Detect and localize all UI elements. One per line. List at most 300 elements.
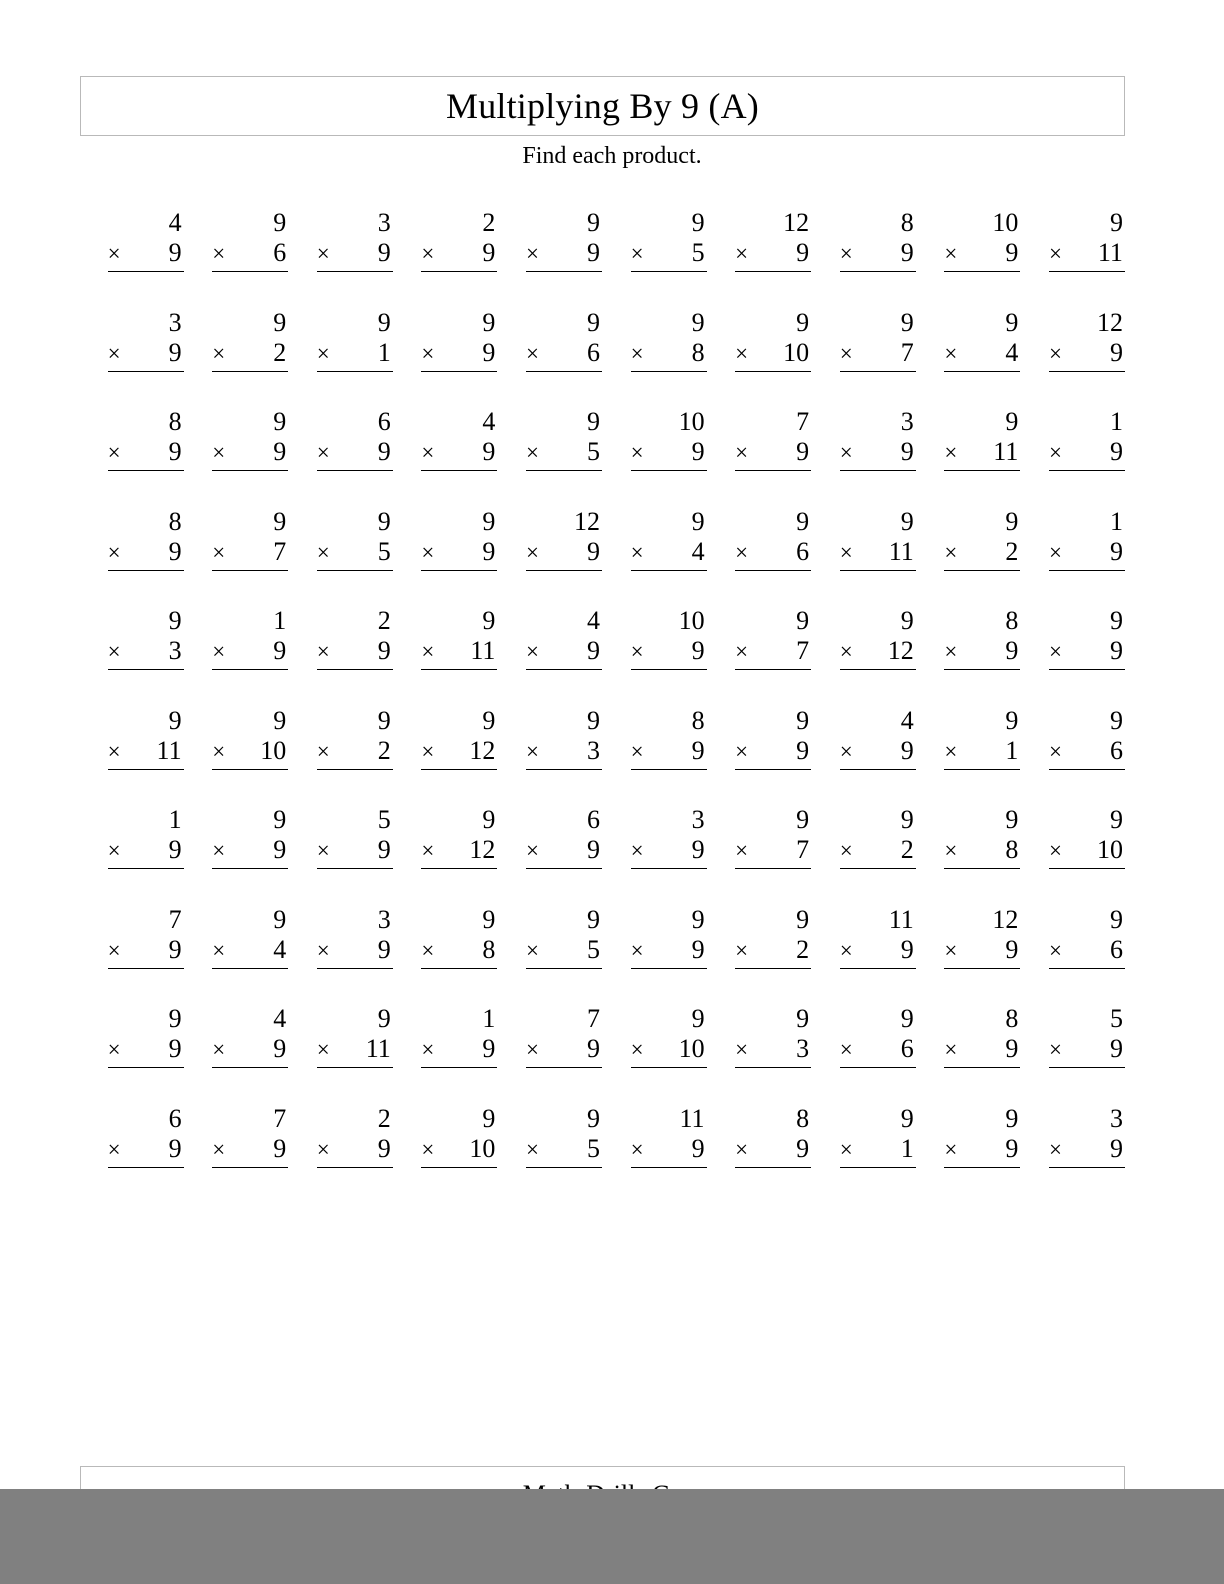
multiply-operator-icon: ×	[944, 1037, 958, 1062]
operand-row	[631, 437, 707, 471]
problem-cell	[80, 905, 185, 1005]
operand-row	[944, 537, 1020, 571]
problem-inner	[317, 905, 393, 969]
operand-row	[631, 537, 707, 571]
multiplier: 5	[691, 238, 705, 267]
multiply-operator-icon: ×	[735, 738, 749, 764]
multiplicand: 1	[273, 606, 287, 635]
multiply-operator-icon: ×	[525, 440, 539, 465]
multiply-operator-icon: ×	[212, 539, 226, 565]
multiplier: 5	[377, 536, 391, 566]
multiplicand: 12	[992, 904, 1019, 934]
multiply-operator-icon: ×	[630, 539, 644, 565]
problem-cell	[917, 208, 1022, 308]
operand-row	[421, 736, 497, 770]
problem-cell	[394, 606, 499, 706]
problem-cell	[812, 606, 917, 706]
multiplicand: 9	[273, 307, 287, 337]
operand-row	[735, 736, 811, 770]
problem-cell	[1021, 208, 1126, 308]
multiplicand: 9	[168, 705, 182, 735]
multiply-operator-icon: ×	[525, 241, 539, 266]
multiplicand: 3	[168, 307, 182, 337]
operand-row	[212, 238, 288, 272]
multiplicand: 9	[691, 1004, 705, 1033]
multiplier: 5	[586, 437, 600, 466]
problem-cell	[394, 706, 499, 806]
problem-cell	[1021, 1004, 1126, 1104]
multiply-operator-icon: ×	[944, 937, 958, 963]
multiplicand: 4	[273, 1004, 287, 1033]
multiplicand: 9	[273, 705, 287, 735]
multiply-operator-icon: ×	[735, 539, 749, 565]
problem-cell	[394, 208, 499, 308]
multiplicand: 12	[573, 506, 600, 536]
multiplicand: 6	[586, 805, 600, 834]
problem-cell	[498, 805, 603, 905]
multiplier: 9	[482, 1034, 496, 1063]
problem-cell	[394, 905, 499, 1005]
multiply-operator-icon: ×	[107, 241, 121, 266]
multiplier: 4	[1005, 337, 1019, 367]
problem-inner	[735, 606, 811, 670]
operand-row	[317, 935, 393, 969]
operand-row	[1049, 537, 1125, 571]
problem-inner	[317, 706, 393, 770]
problem-inner	[108, 208, 184, 272]
problem-inner	[631, 208, 707, 272]
problem-row	[80, 905, 1126, 1005]
problem-inner	[735, 507, 811, 571]
problem-inner	[317, 1104, 393, 1168]
multiply-operator-icon: ×	[421, 539, 435, 565]
operand-row	[631, 238, 707, 272]
multiply-operator-icon: ×	[1048, 340, 1062, 366]
problem-inner	[317, 208, 393, 272]
problem-row	[80, 606, 1126, 706]
problem-cell	[185, 308, 290, 408]
operand-row	[840, 835, 916, 869]
multiplier: 9	[377, 835, 391, 864]
problem-inner	[944, 905, 1020, 969]
instructions: Find each product.	[522, 143, 702, 169]
problem-inner	[944, 606, 1020, 670]
problem-inner	[631, 805, 707, 869]
operand-row	[108, 935, 184, 969]
multiply-operator-icon: ×	[1048, 1037, 1062, 1062]
problem-inner	[840, 1004, 916, 1068]
problem-cell	[708, 208, 813, 308]
operand-row	[108, 238, 184, 272]
problem-cell	[1021, 1104, 1126, 1204]
problem-inner	[108, 706, 184, 770]
problem-inner	[735, 905, 811, 969]
multiplier: 9	[168, 337, 182, 367]
multiply-operator-icon: ×	[944, 340, 958, 366]
problem-inner	[317, 308, 393, 372]
problem-cell	[80, 407, 185, 507]
problem-cell	[498, 905, 603, 1005]
multiply-operator-icon: ×	[525, 1136, 539, 1162]
problem-inner	[526, 706, 602, 770]
operand-row	[735, 338, 811, 372]
problem-cell	[498, 1004, 603, 1104]
multiplier: 2	[796, 934, 810, 964]
problem-cell	[708, 606, 813, 706]
problem-cell	[812, 1004, 917, 1104]
operand-row	[421, 636, 497, 670]
problem-inner	[631, 1004, 707, 1068]
operand-row	[631, 835, 707, 869]
operand-row	[108, 636, 184, 670]
operand-row	[108, 1034, 184, 1068]
problem-cell	[917, 407, 1022, 507]
problem-cell	[289, 1004, 394, 1104]
multiplier: 12	[887, 636, 914, 665]
operand-row	[526, 537, 602, 571]
multiplier: 9	[796, 238, 810, 267]
multiply-operator-icon: ×	[316, 738, 330, 764]
multiplicand: 8	[1005, 606, 1019, 635]
problem-cell	[80, 1104, 185, 1204]
operand-row	[421, 935, 497, 969]
problem-cell	[1021, 407, 1126, 507]
operand-row	[526, 935, 602, 969]
problem-cell	[708, 407, 813, 507]
problem-inner	[212, 606, 288, 670]
operand-row	[526, 238, 602, 272]
multiply-operator-icon: ×	[421, 340, 435, 366]
operand-row	[526, 636, 602, 670]
problem-cell	[80, 507, 185, 607]
multiplier: 9	[900, 238, 914, 267]
problem-inner	[840, 507, 916, 571]
multiplicand: 8	[691, 705, 705, 735]
multiplier: 4	[273, 934, 287, 964]
multiply-operator-icon: ×	[1048, 1136, 1062, 1162]
problem-cell	[603, 606, 708, 706]
operand-row	[735, 935, 811, 969]
multiply-operator-icon: ×	[735, 937, 749, 963]
operand-row	[944, 935, 1020, 969]
operand-row	[212, 1134, 288, 1168]
multiplier: 9	[1109, 1034, 1123, 1063]
multiplicand: 9	[377, 307, 391, 337]
operand-row	[317, 636, 393, 670]
multiply-operator-icon: ×	[839, 241, 853, 266]
multiplicand: 9	[900, 606, 914, 635]
problem-inner	[735, 1104, 811, 1168]
multiply-operator-icon: ×	[1048, 440, 1062, 465]
multiply-operator-icon: ×	[630, 639, 644, 664]
problem-cell	[394, 407, 499, 507]
multiplicand: 7	[796, 407, 810, 436]
operand-row	[631, 338, 707, 372]
operand-row	[735, 636, 811, 670]
multiplicand: 9	[1109, 606, 1123, 635]
multiplicand: 4	[586, 606, 600, 635]
problem-inner	[1049, 507, 1125, 571]
problem-cell	[80, 805, 185, 905]
multiply-operator-icon: ×	[735, 340, 749, 366]
multiplier: 7	[273, 536, 287, 566]
problem-cell	[394, 805, 499, 905]
multiplier: 2	[1005, 536, 1019, 566]
operand-row	[212, 537, 288, 571]
problem-inner	[212, 706, 288, 770]
operand-row	[735, 437, 811, 471]
problem-inner	[944, 805, 1020, 869]
problem-cell	[917, 706, 1022, 806]
multiplier: 12	[469, 735, 496, 765]
multiplier: 7	[900, 337, 914, 367]
multiplicand: 1	[1109, 407, 1123, 436]
multiplicand: 9	[1005, 805, 1019, 834]
problem-inner	[317, 1004, 393, 1068]
problem-inner	[108, 905, 184, 969]
multiplicand: 9	[586, 407, 600, 436]
multiply-operator-icon: ×	[839, 1037, 853, 1062]
multiplicand: 9	[1005, 307, 1019, 337]
multiply-operator-icon: ×	[525, 639, 539, 664]
problem-cell	[812, 706, 917, 806]
operand-row	[317, 437, 393, 471]
multiplicand: 6	[168, 1103, 182, 1133]
multiplicand: 9	[273, 407, 287, 436]
multiplicand: 9	[586, 904, 600, 934]
operand-row	[735, 537, 811, 571]
multiplicand: 4	[168, 208, 182, 237]
problem-cell	[394, 507, 499, 607]
operand-row	[108, 537, 184, 571]
multiply-operator-icon: ×	[525, 340, 539, 366]
operand-row	[421, 537, 497, 571]
multiply-operator-icon: ×	[525, 1037, 539, 1062]
problem-inner	[631, 606, 707, 670]
problem-cell	[289, 1104, 394, 1204]
operand-row	[421, 1034, 497, 1068]
multiplier: 10	[783, 337, 810, 367]
problem-inner	[108, 407, 184, 471]
operand-row	[840, 437, 916, 471]
multiplicand: 9	[168, 606, 182, 635]
multiplier: 9	[168, 1133, 182, 1163]
problem-inner	[944, 208, 1020, 272]
multiplicand: 3	[377, 208, 391, 237]
multiplier: 9	[168, 238, 182, 267]
multiplier: 6	[1109, 934, 1123, 964]
problem-inner	[526, 606, 602, 670]
problem-inner	[631, 407, 707, 471]
multiplicand: 9	[796, 606, 810, 635]
problem-cell	[708, 1004, 813, 1104]
problem-cell	[603, 1104, 708, 1204]
problem-cell	[917, 507, 1022, 607]
problem-cell	[812, 407, 917, 507]
problem-cell	[917, 1004, 1022, 1104]
multiplier: 9	[168, 1034, 182, 1063]
problem-inner	[944, 1104, 1020, 1168]
operand-row	[317, 835, 393, 869]
multiply-operator-icon: ×	[107, 340, 121, 366]
multiply-operator-icon: ×	[107, 838, 121, 863]
multiplier: 1	[900, 1133, 914, 1163]
multiplicand: 3	[691, 805, 705, 834]
multiplier: 6	[586, 337, 600, 367]
problem-inner	[840, 407, 916, 471]
multiplicand: 9	[691, 307, 705, 337]
multiplicand: 9	[1109, 705, 1123, 735]
multiplicand: 9	[796, 904, 810, 934]
problem-cell	[289, 706, 394, 806]
multiplier: 10	[678, 1034, 705, 1063]
operand-row	[840, 537, 916, 571]
multiplier: 11	[156, 735, 182, 765]
problem-grid	[80, 208, 1126, 1203]
multiplicand: 2	[377, 606, 391, 635]
multiply-operator-icon: ×	[212, 440, 226, 465]
multiplier: 9	[377, 437, 391, 466]
multiplicand: 10	[678, 407, 705, 436]
problem-inner	[317, 407, 393, 471]
problem-inner	[840, 308, 916, 372]
multiplicand: 3	[1109, 1103, 1123, 1133]
multiplicand: 12	[1096, 307, 1123, 337]
problem-inner	[840, 208, 916, 272]
problem-inner	[108, 805, 184, 869]
problem-inner	[1049, 606, 1125, 670]
multiply-operator-icon: ×	[839, 1136, 853, 1162]
operand-row	[212, 736, 288, 770]
problem-inner	[944, 407, 1020, 471]
multiply-operator-icon: ×	[735, 241, 749, 266]
problem-cell	[708, 1104, 813, 1204]
multiply-operator-icon: ×	[421, 1136, 435, 1162]
operand-row	[212, 835, 288, 869]
problem-inner	[212, 407, 288, 471]
problem-cell	[185, 805, 290, 905]
problem-inner	[108, 507, 184, 571]
multiply-operator-icon: ×	[944, 539, 958, 565]
multiply-operator-icon: ×	[107, 1136, 121, 1162]
operand-row	[212, 1034, 288, 1068]
problem-row	[80, 507, 1126, 607]
multiplicand: 4	[482, 407, 496, 436]
problem-inner	[631, 706, 707, 770]
problem-inner	[1049, 407, 1125, 471]
multiplicand: 8	[168, 506, 182, 536]
multiply-operator-icon: ×	[316, 440, 330, 465]
problem-inner	[1049, 706, 1125, 770]
problem-cell	[289, 308, 394, 408]
multiplier: 11	[365, 1034, 391, 1063]
problem-cell	[394, 1104, 499, 1204]
problem-cell	[80, 308, 185, 408]
multiply-operator-icon: ×	[1048, 738, 1062, 764]
problem-cell	[289, 905, 394, 1005]
multiplier: 7	[796, 636, 810, 665]
multiplier: 9	[1005, 636, 1019, 665]
multiply-operator-icon: ×	[421, 241, 435, 266]
multiply-operator-icon: ×	[421, 440, 435, 465]
multiply-operator-icon: ×	[107, 738, 121, 764]
problem-row	[80, 805, 1126, 905]
multiply-operator-icon: ×	[525, 838, 539, 863]
multiply-operator-icon: ×	[839, 539, 853, 565]
page-title: Multiplying By 9 (A)	[445, 86, 759, 126]
operand-row	[526, 1034, 602, 1068]
operand-row	[631, 736, 707, 770]
multiplicand: 9	[1005, 407, 1019, 436]
problem-cell	[603, 208, 708, 308]
multiplicand: 9	[377, 1004, 391, 1033]
multiplicand: 7	[168, 904, 182, 934]
multiplier: 9	[482, 238, 496, 267]
operand-row	[735, 835, 811, 869]
operand-row	[108, 338, 184, 372]
operand-row	[840, 1134, 916, 1168]
operand-row	[421, 238, 497, 272]
operand-row	[317, 338, 393, 372]
multiplicand: 9	[691, 904, 705, 934]
multiplier: 9	[1005, 1133, 1019, 1163]
problem-row	[80, 308, 1126, 408]
operand-row	[944, 835, 1020, 869]
bottom-overlay-bar	[0, 1489, 1224, 1584]
multiplier: 11	[888, 536, 914, 566]
multiplier: 9	[273, 437, 287, 466]
problem-cell	[708, 706, 813, 806]
operand-row	[317, 1034, 393, 1068]
multiplier: 4	[691, 536, 705, 566]
multiplicand: 1	[168, 805, 182, 834]
multiplier: 8	[482, 934, 496, 964]
multiplicand: 9	[482, 705, 496, 735]
multiplicand: 9	[1109, 904, 1123, 934]
multiplier: 9	[1109, 337, 1123, 367]
problem-cell	[917, 308, 1022, 408]
multiplicand: 9	[796, 307, 810, 337]
multiplicand: 9	[691, 208, 705, 237]
problem-inner	[631, 1104, 707, 1168]
problem-inner	[944, 507, 1020, 571]
problem-inner	[526, 905, 602, 969]
multiply-operator-icon: ×	[212, 738, 226, 764]
multiplier: 9	[377, 636, 391, 665]
problem-inner	[1049, 1004, 1125, 1068]
multiplicand: 9	[482, 506, 496, 536]
multiplier: 6	[796, 536, 810, 566]
operand-row	[631, 1034, 707, 1068]
multiply-operator-icon: ×	[525, 539, 539, 565]
problem-inner	[421, 805, 497, 869]
problem-cell	[1021, 507, 1126, 607]
multiplicand: 9	[273, 208, 287, 237]
problem-cell	[812, 308, 917, 408]
problem-inner	[421, 905, 497, 969]
multiply-operator-icon: ×	[735, 440, 749, 465]
multiplier: 10	[1096, 835, 1123, 864]
problem-cell	[917, 805, 1022, 905]
problem-cell	[603, 507, 708, 607]
multiplicand: 5	[1109, 1004, 1123, 1033]
multiplier: 6	[1109, 735, 1123, 765]
problem-cell	[80, 1004, 185, 1104]
multiply-operator-icon: ×	[316, 539, 330, 565]
multiply-operator-icon: ×	[944, 440, 958, 465]
multiplicand: 9	[273, 506, 287, 536]
multiplier: 7	[796, 835, 810, 864]
